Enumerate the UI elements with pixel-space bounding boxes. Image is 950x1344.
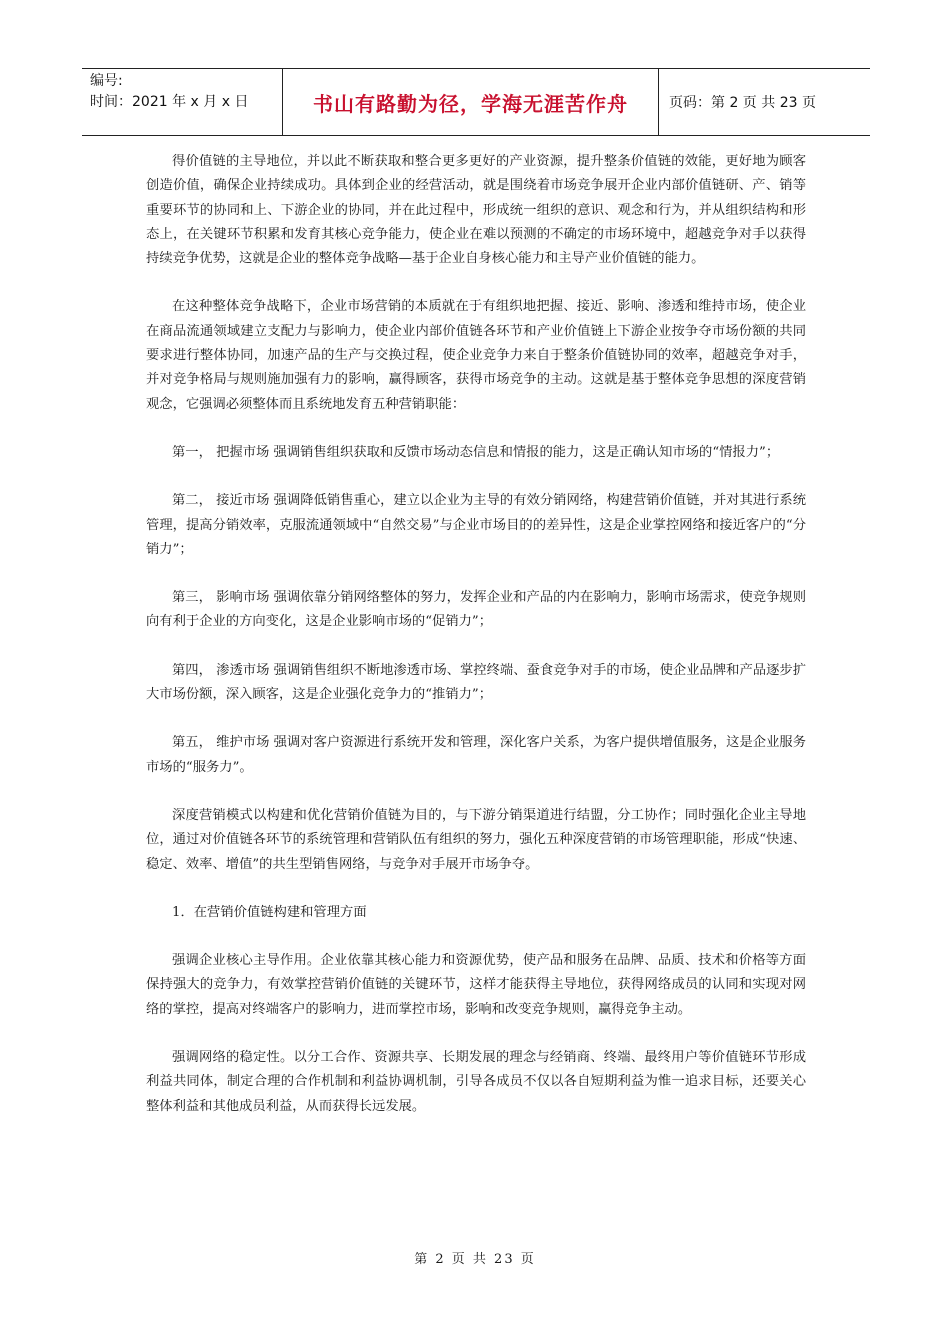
paragraph: 第二， 接近市场 强调降低销售重心，建立以企业为主导的有效分销网络，构建营销价值链，并对其进行系统管理，提高分销效率，克服流通领域中“自然交易”与企业市场目的的差异性，这是企业掌控网络和接近客户的“分销力”； [146,493,806,557]
page-header [82,68,870,136]
section-heading: 1．在营销价值链构建和管理方面 [172,904,367,920]
paragraph: 在这种整体竞争战略下，企业市场营销的本质就在于有组织地把握、接近、影响、渗透和维持市场，使企业在商品流通领域建立支配力与影响力，使企业内部价值链各环节和产业价值链上下游企业按争夺市场份额的共同要求进行整体协同，加速产品的生产与交换过程，使企业竞争力来自于整条价值链协同的效率，超越竞争对手，并对竞争格局与规则施加强有力的影响，赢得顾客，获得市场竞争的主动。这就是基于整体竞争思想的深度营销观念，它强调必须整体而且系统地发育五种营销职能： [146,299,806,412]
document-body [146,150,806,1143]
paragraph: 得价值链的主导地位，并以此不断获取和整合更多更好的产业资源，提升整条价值链的效能，更好地为顾客创造价值，确保企业持续成功。具体到企业的经营活动，就是围绕着市场竞争展开企业内部价值链研、产、销等重要环节的协同和上、下游企业的协同，并在此过程中，形成统一组织的意识、观念和行为，并从组织结构和形态上，在关键环节积累和发育其核心竞争能力，使企业在难以预测的不确定的市场环境中，超越竞争对手以获得持续竞争优势，这就是企业的整体竞争战略—基于企业自身核心能力和主导产业价值链的能力。 [146,154,806,267]
header-motto: 书山有路勤为径，学海无涯苦作舟 [313,91,628,116]
paragraph: 第四， 渗透市场 强调销售组织不断地渗透市场、掌控终端、蚕食竞争对手的市场，使企业品牌和产品逐步扩大市场份额，深入顾客，这是企业强化竞争力的“推销力”； [146,662,806,703]
paragraph: 强调企业核心主导作用。企业依靠其核心能力和资源优势，使产品和服务在品牌、品质、技术和价格等方面保持强大的竞争力，有效掌控营销价值链的关键环节，这样才能获得主导地位，获得网络成员的认同和实现对网络的掌控，提高对终端客户的影响力，进而掌控市场，影响和改变竞争规则，赢得竞争主动。 [146,953,806,1017]
paragraph: 第五， 维护市场 强调对客户资源进行系统开发和管理，深化客户关系，为客户提供增值服务，这是企业服务市场的“服务力”。 [146,735,806,775]
page-footer: 第 2 页 共 23 页 [414,1252,536,1267]
paragraph: 第一， 把握市场 强调销售组织获取和反馈市场动态信息和情报的能力，这是正确认知市场的“情报力”； [172,444,780,460]
header-page-info: 页码：第 2 页 共 23 页 [669,95,816,111]
paragraph: 强调网络的稳定性。以分工合作、资源共享、长期发展的理念与经销商、终端、最终用户等价值链环节形成利益共同体，制定合理的合作机制和利益协调机制，引导各成员不仅以各自短期利益为惟一追求目标，还要关心整体利益和其他成员利益，从而获得长远发展。 [146,1050,806,1114]
document-date-label: 时间：2021 年 x 月 x 日 [90,94,249,110]
document-number-label: 编号: [90,73,123,89]
header-motto-cell [282,69,659,135]
paragraph: 深度营销模式以构建和优化营销价值链为目的，与下游分销渠道进行结盟，分工协作；同时强化企业主导地位，通过对价值链各环节的系统管理和营销队伍有组织的努力，强化五种深度营销的市场管理职能，形成“快速、稳定、效率、增值”的共生型销售网络，与竞争对手展开市场争夺。 [146,807,806,872]
header-meta [82,69,282,135]
paragraph: 第三， 影响市场 强调依靠分销网络整体的努力，发挥企业和产品的内在影响力，影响市场需求，使竞争规则向有利于企业的方向变化，这是企业影响市场的“促销力”； [146,590,806,630]
